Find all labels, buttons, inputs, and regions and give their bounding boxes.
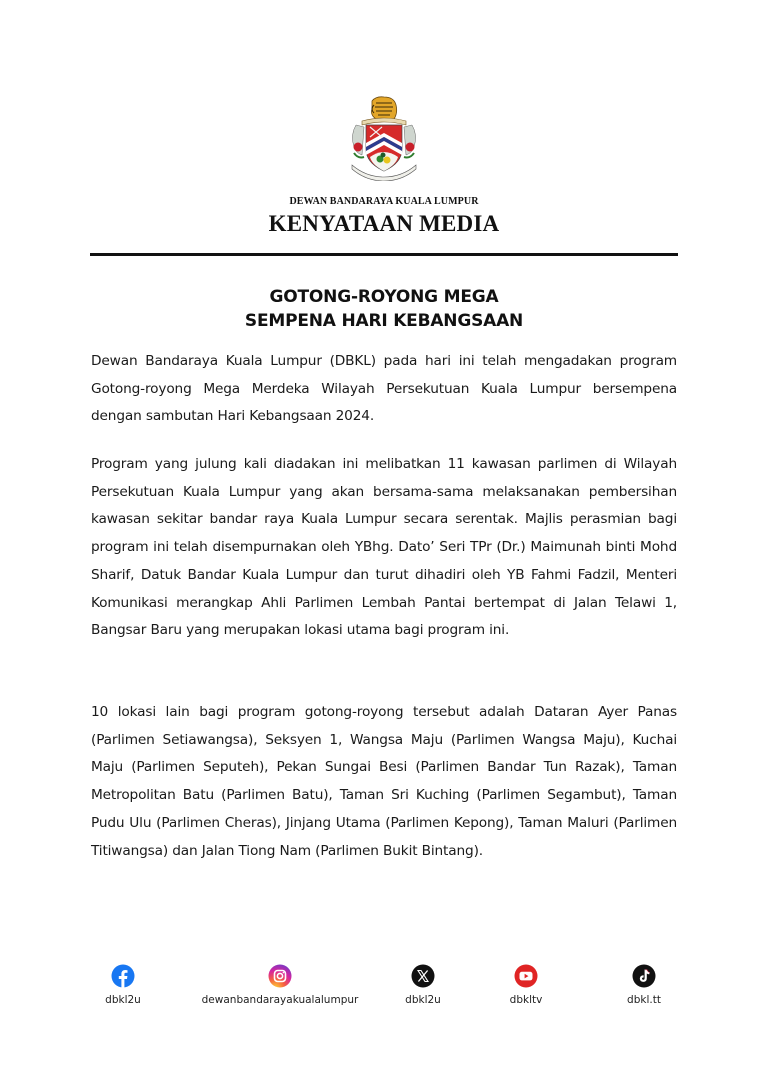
press-release-headline: [0, 285, 768, 333]
social-media-footer: [0, 964, 768, 1014]
instagram-icon: [268, 964, 292, 988]
social-youtube[interactable]: [496, 964, 556, 1006]
instagram-handle: dewanbandarayakualalumpur: [201, 994, 359, 1006]
tiktok-icon: [632, 964, 656, 988]
social-tiktok[interactable]: [614, 964, 674, 1006]
tiktok-handle: dbkl.tt: [627, 994, 661, 1006]
organization-name: DEWAN BANDARAYA KUALA LUMPUR: [289, 196, 479, 207]
facebook-icon: [111, 964, 135, 988]
x-handle: dbkl2u: [405, 994, 441, 1006]
social-instagram[interactable]: [200, 964, 360, 1006]
social-facebook[interactable]: [93, 964, 153, 1006]
body-paragraph: Dewan Bandaraya Kuala Lumpur (DBKL) pada hari ini telah mengadakan program Gotong-royong Mega Merdeka Wilayah Persekutuan Kuala Lumpur bersempena dengan sambutan Hari Kebangsaan 2024.: [91, 353, 677, 425]
facebook-handle: dbkl2u: [105, 994, 141, 1006]
youtube-icon: [514, 964, 538, 988]
youtube-handle: dbkltv: [509, 994, 543, 1006]
dbkl-crest-logo: [346, 95, 422, 181]
document-type-title: KENYATAAN MEDIA: [268, 211, 500, 236]
headline-line-1: GOTONG-ROYONG MEGA: [269, 287, 499, 307]
x-icon: [411, 964, 435, 988]
body-paragraph: 10 lokasi lain bagi program gotong-royong tersebut adalah Dataran Ayer Panas (Parlimen Setiawangsa), Seksyen 1, Wangsa Maju (Parlimen Wangsa Maju), Kuchai Maju (Parlimen Seputeh), Pekan Sungai Besi (Parlimen Bandar Tun Razak), Taman Metropolitan Batu (Parlimen Batu), Taman Sri Kuching (Parlimen Segambut), Taman Pudu Ulu (Parlimen Cheras), Jinjang Utama (Parlimen Kepong), Taman Maluri (Parlimen Titiwangsa) dan Jalan Tiong Nam (Parlimen Bukit Bintang).: [91, 704, 677, 859]
body-paragraph: Program yang julung kali diadakan ini melibatkan 11 kawasan parlimen di Wilayah Persekutuan Kuala Lumpur yang akan bersama-sama melaksanakan pembersihan kawasan sekitar bandar raya Kuala Lumpur secara serentak. Majlis perasmian bagi program ini telah disempurnakan oleh YBhg. Dato’ Seri TPr (Dr.) Maimunah binti Mohd Sharif, Datuk Bandar Kuala Lumpur dan turut dihadiri oleh YB Fahmi Fadzil, Menteri Komunikasi merangkap Ahli Parlimen Lembah Pantai bertempat di Jalan Telawi 1, Bangsar Baru yang merupakan lokasi utama bagi program ini.: [91, 456, 677, 639]
headline-line-2: SEMPENA HARI KEBANGSAAN: [244, 311, 524, 331]
header-divider: [90, 253, 678, 256]
social-x[interactable]: [393, 964, 453, 1006]
